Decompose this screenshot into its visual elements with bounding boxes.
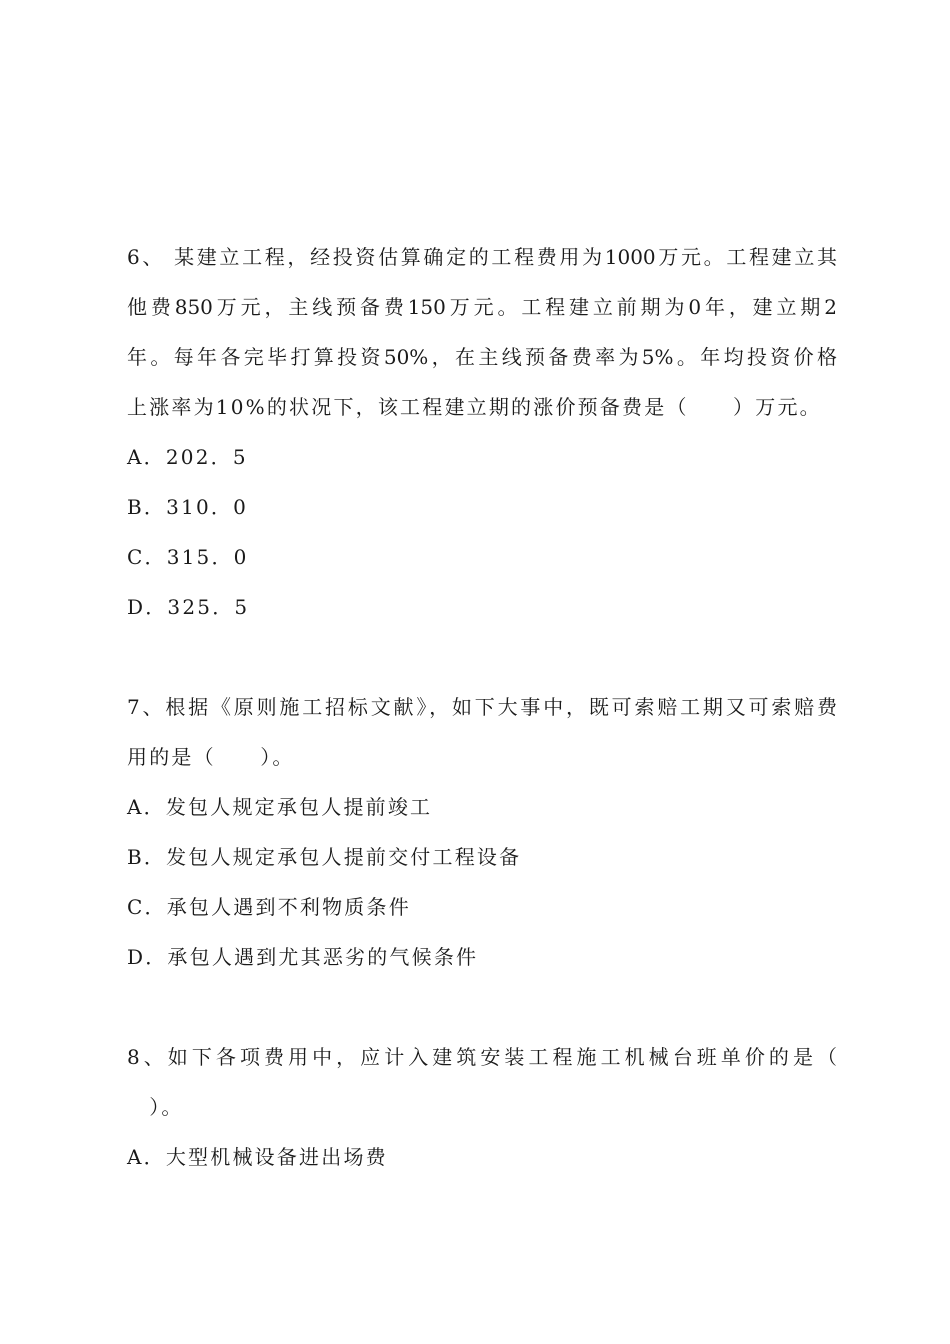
question-6: [127, 232, 837, 632]
option-c: C．承包人遇到不利物质条件: [127, 895, 411, 919]
question-stem-line: 上涨率为10%的状况下，该工程建立期的涨价预备费是（ ）万元。: [127, 395, 822, 419]
question-stem-line: 年。每年各完毕打算投资50%，在主线预备费率为5%。年均投资价格: [127, 345, 837, 369]
spacer: [127, 982, 837, 1032]
question-7: [127, 682, 837, 982]
question-stem-line: 7、根据《原则施工招标文献》，如下大事中，既可索赔工期又可索赔费: [127, 695, 837, 719]
spacer: [127, 632, 837, 682]
question-stem-line: 他费850万元，主线预备费150万元。工程建立前期为0年，建立期2: [127, 295, 837, 319]
option-d: D．承包人遇到尤其恶劣的气候条件: [127, 945, 479, 969]
question-stem-line: ）。: [127, 1095, 184, 1119]
option-a: A．大型机械设备进出场费: [127, 1145, 388, 1169]
option-a: A．202．5: [127, 445, 248, 469]
option-d: D．325．5: [127, 595, 250, 619]
option-c: C．315．0: [127, 545, 249, 569]
question-stem-line: 6、 某建立工程，经投资估算确定的工程费用为1000万元。工程建立其: [127, 245, 837, 269]
question-stem-line: 8、如下各项费用中，应计入建筑安装工程施工机械台班单价的是（: [127, 1045, 837, 1069]
option-a: A．发包人规定承包人提前竣工: [127, 795, 433, 819]
question-stem-line: 用的是（ ）。: [127, 745, 295, 769]
question-8: [127, 1032, 837, 1182]
option-b: B．发包人规定承包人提前交付工程设备: [127, 845, 522, 869]
document-body: [127, 232, 837, 1182]
option-b: B．310．0: [127, 495, 248, 519]
